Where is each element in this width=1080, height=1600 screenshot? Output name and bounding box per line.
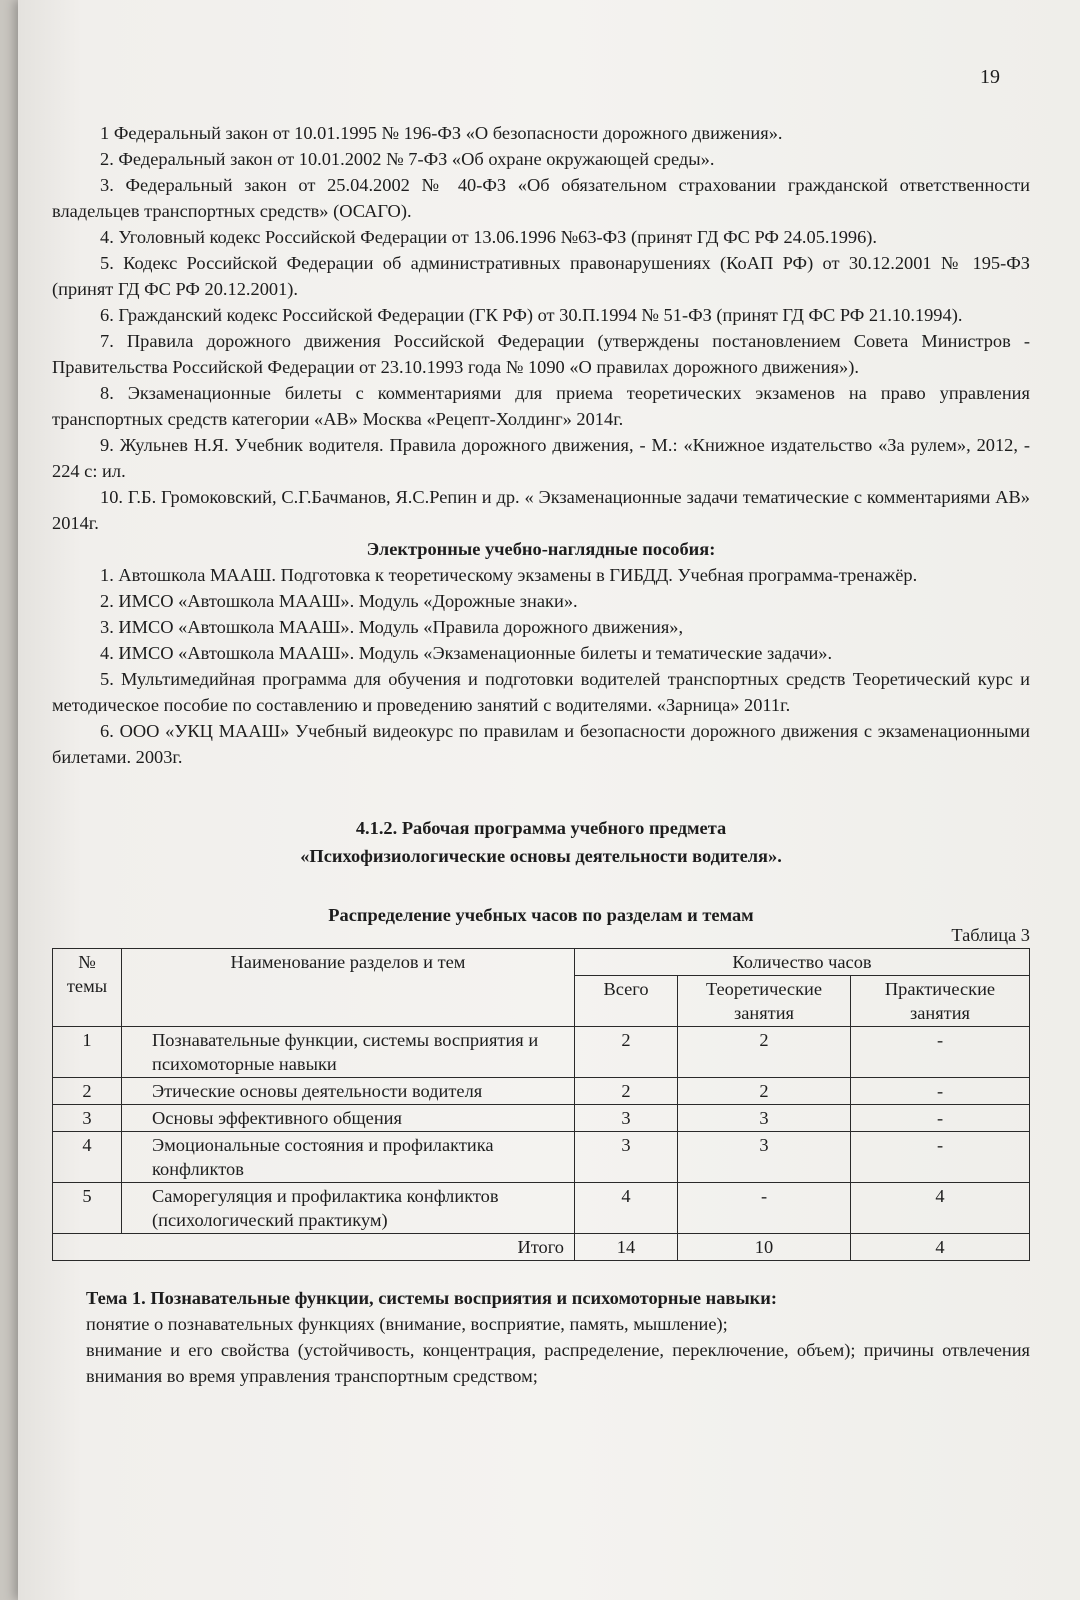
list-item: 3. Федеральный закон от 25.04.2002 № 40-ФЗ «Об обязательном страховании гражданской ответственности владельцев транспортных средств» (ОСАГО). xyxy=(52,175,1030,221)
table-row xyxy=(53,1027,1030,1078)
col-theory-header: Теоретические занятия xyxy=(678,976,851,1027)
topic-1-line-2: внимание и его свойства (устойчивость, концентрация, распределение, переключение, объем); причины отвлечения внимания во время управления транспортным средством; xyxy=(86,1340,1030,1386)
col-total-header: Всего xyxy=(575,976,678,1027)
program-title-line-1: 4.1.2. Рабочая программа учебного предмета xyxy=(355,818,727,838)
row-theory: 3 xyxy=(678,1132,851,1183)
list-item: 4. ИМСО «Автошкола МААШ». Модуль «Экзаменационные билеты и тематические задачи». xyxy=(100,643,833,663)
table-row xyxy=(53,1078,1030,1105)
row-num: 3 xyxy=(53,1105,122,1132)
row-num: 5 xyxy=(53,1183,122,1234)
program-title xyxy=(52,814,1030,870)
row-theory: 2 xyxy=(678,1078,851,1105)
document-page xyxy=(18,0,1080,1600)
list-item: 8. Экзаменационные билеты с комментариями для приема теоретических экзаменов на право управления транспортных средств категории «АВ» Москва «Рецепт-Холдинг» 2014г. xyxy=(52,383,1030,429)
row-total: 3 xyxy=(575,1132,678,1183)
list-item: 5. Мультимедийная программа для обучения и подготовки водителей транспортных средств Теоретический курс и методическое пособие по составлению и проведению занятий с водителями. «Зарница» 2011г. xyxy=(52,669,1030,715)
list-item: 6. Гражданский кодекс Российской Федерации (ГК РФ) от 30.П.1994 № 51-ФЗ (принят ГД ФС РФ 21.10.1994). xyxy=(100,305,963,325)
page-number: 19 xyxy=(980,66,1000,88)
list-item: 1 Федеральный закон от 10.01.1995 № 196-ФЗ «О безопасности дорожного движения». xyxy=(100,123,783,143)
list-item: 4. Уголовный кодекс Российской Федерации от 13.06.1996 №63-ФЗ (принят ГД ФС РФ 24.05.1996). xyxy=(100,227,877,247)
list-item: 6. ООО «УКЦ МААШ» Учебный видеокурс по правилам и безопасности дорожного движения с экзаменационными билетами. 2003г. xyxy=(52,721,1030,767)
list-item: 3. ИМСО «Автошкола МААШ». Модуль «Правила дорожного движения», xyxy=(100,617,684,637)
row-num: 1 xyxy=(53,1027,122,1078)
col-num-header: № темы xyxy=(53,949,122,1027)
row-practice: - xyxy=(851,1105,1030,1132)
row-practice: - xyxy=(851,1132,1030,1183)
list-item: 10. Г.Б. Громоковский, С.Г.Бачманов, Я.С.Репин и др. « Экзаменационные задачи тематические с комментариями АВ» 2014г. xyxy=(52,487,1030,533)
table-total-row xyxy=(53,1234,1030,1261)
topic-1-line-1: понятие о познавательных функциях (внимание, восприятие, память, мышление); xyxy=(86,1314,728,1334)
row-theory: 3 xyxy=(678,1105,851,1132)
col-practice-header: Практические занятия xyxy=(851,976,1030,1027)
row-name: Саморегуляция и профилактика конфликтов (психологический практикум) xyxy=(122,1183,575,1234)
total-theory: 10 xyxy=(678,1234,851,1261)
table-row xyxy=(53,1183,1030,1234)
row-total: 2 xyxy=(575,1078,678,1105)
row-total: 3 xyxy=(575,1105,678,1132)
list-item: 2. Федеральный закон от 10.01.2002 № 7-ФЗ «Об охране окружающей среды». xyxy=(100,149,715,169)
topic-1-heading: Тема 1. Познавательные функции, системы восприятия и психомоторные навыки: xyxy=(86,1288,778,1308)
total-label: Итого xyxy=(53,1234,575,1261)
table-row xyxy=(53,1132,1030,1183)
row-theory: 2 xyxy=(678,1027,851,1078)
program-title-line-2: «Психофизиологические основы деятельности водителя». xyxy=(300,846,782,866)
row-practice: - xyxy=(851,1027,1030,1078)
list-item: 5. Кодекс Российской Федерации об административных правонарушениях (КоАП РФ) от 30.12.2001 № 195-ФЗ (принят ГД ФС РФ 20.12.2001). xyxy=(52,253,1030,299)
list-item: 1. Автошкола МААШ. Подготовка к теоретическому экзамены в ГИБДД. Учебная программа-тренажёр. xyxy=(100,565,918,585)
row-name: Эмоциональные состояния и профилактика конфликтов xyxy=(122,1132,575,1183)
col-hours-header: Количество часов xyxy=(575,949,1030,976)
literature-list xyxy=(52,120,1030,536)
list-item: 7. Правила дорожного движения Российской Федерации (утверждены постановлением Совета Министров - Правительства Российской Федерации от 23.10.1993 года № 1090 «О правилах дорожного движения»). xyxy=(52,331,1030,377)
list-item: 2. ИМСО «Автошкола МААШ». Модуль «Дорожные знаки». xyxy=(100,591,578,611)
hours-table xyxy=(52,948,1030,1261)
row-practice: 4 xyxy=(851,1183,1030,1234)
page-content xyxy=(52,120,1030,1389)
electronic-aids-list xyxy=(52,562,1030,770)
table-label: Таблица 3 xyxy=(951,925,1030,945)
row-num: 4 xyxy=(53,1132,122,1183)
list-item: 9. Жульнев Н.Я. Учебник водителя. Правила дорожного движения, - М.: «Книжное издательство «За рулем», 2012, - 224 с: ил. xyxy=(52,435,1030,481)
total-practice: 4 xyxy=(851,1234,1030,1261)
row-name: Этические основы деятельности водителя xyxy=(122,1078,575,1105)
distribution-title: Распределение учебных часов по разделам и темам xyxy=(328,905,754,925)
total-hours: 14 xyxy=(575,1234,678,1261)
table-header-row xyxy=(53,949,1030,976)
row-total: 4 xyxy=(575,1183,678,1234)
row-practice: - xyxy=(851,1078,1030,1105)
row-total: 2 xyxy=(575,1027,678,1078)
row-name: Познавательные функции, системы восприятия и психомоторные навыки xyxy=(122,1027,575,1078)
electronic-aids-heading: Электронные учебно-наглядные пособия: xyxy=(366,539,716,559)
table-row xyxy=(53,1105,1030,1132)
row-name: Основы эффективного общения xyxy=(122,1105,575,1132)
row-num: 2 xyxy=(53,1078,122,1105)
topic-1 xyxy=(52,1285,1030,1389)
row-theory: - xyxy=(678,1183,851,1234)
col-name-header: Наименование разделов и тем xyxy=(122,949,575,1027)
